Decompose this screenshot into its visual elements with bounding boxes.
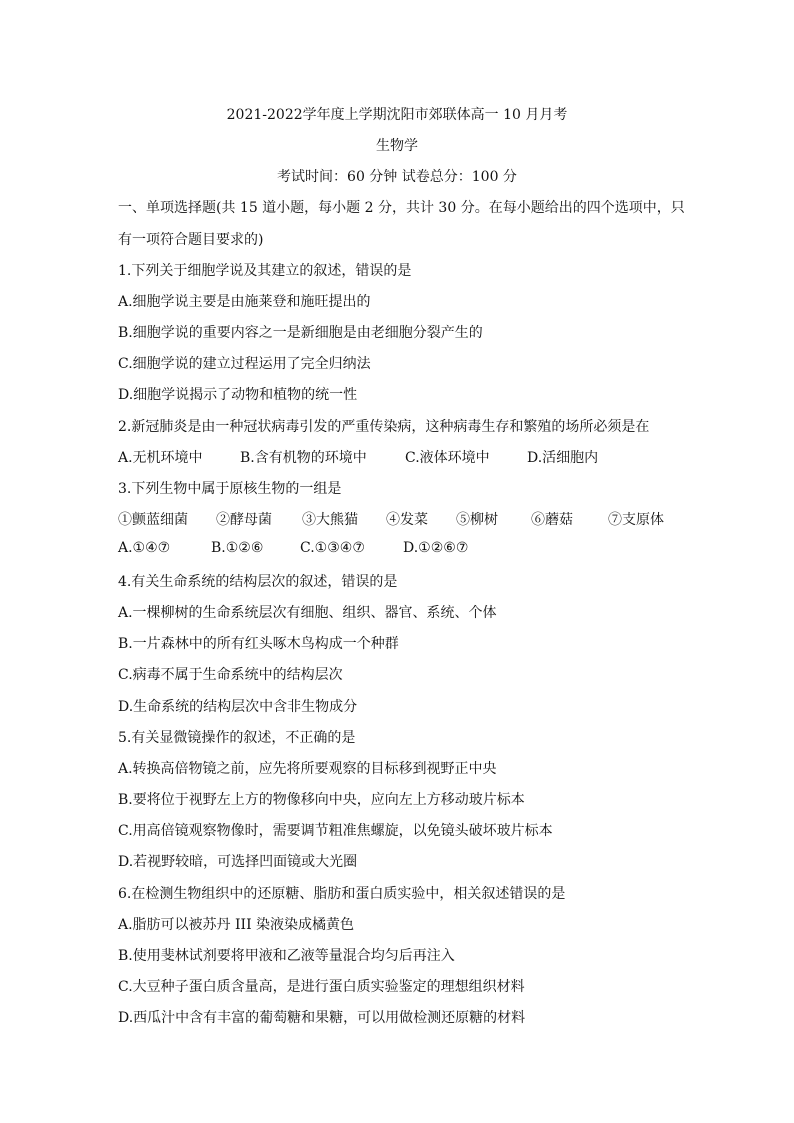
question-1-option-d: D.细胞学说揭示了动物和植物的统一性 [118, 387, 358, 403]
question-2-option-c: C.液体环境中 [405, 450, 490, 466]
question-4-option-a: A.一棵柳树的生命系统层次有细胞、组织、器官、系统、个体 [118, 605, 497, 621]
question-2-option-b: B.含有机物的环境中 [240, 450, 367, 466]
question-3-option-a: A.①④⑦ [118, 540, 171, 556]
question-5-option-c: C.用高倍镜观察物像时，需要调节粗准焦螺旋，以免镜头破坏玻片标本 [118, 823, 553, 839]
question-6-option-c: C.大豆种子蛋白质含量高，是进行蛋白质实验鉴定的理想组织材料 [118, 979, 525, 995]
organism-item: ⑤柳树 [456, 512, 498, 528]
question-6-option-b: B.使用斐林试剂要将甲液和乙液等量混合均匀后再注入 [118, 948, 455, 964]
question-2-stem: 2.新冠肺炎是由一种冠状病毒引发的严重传染病，这种病毒生存和繁殖的场所必须是在 [118, 419, 650, 435]
question-1-option-c: C.细胞学说的建立过程运用了完全归纳法 [118, 356, 371, 372]
question-5-stem: 5.有关显微镜操作的叙述，不正确的是 [118, 730, 356, 746]
exam-title: 2021-2022学年度上学期沈阳市郊联体高一 10 月月考 [226, 107, 568, 123]
question-1-option-a: A.细胞学说主要是由施莱登和施旺提出的 [118, 294, 371, 310]
organism-item: ①颤蓝细菌 [118, 512, 188, 528]
question-4-stem: 4.有关生命系统的结构层次的叙述，错误的是 [118, 574, 398, 590]
question-1-stem: 1.下列关于细胞学说及其建立的叙述，错误的是 [118, 263, 412, 279]
question-2-option-d: D.活细胞内 [527, 450, 599, 466]
question-1-option-b: B.细胞学说的重要内容之一是新细胞是由老细胞分裂产生的 [118, 325, 483, 341]
question-3-option-c: C.①③④⑦ [300, 540, 365, 556]
section-heading-cont: 有一项符合题目要求的) [118, 232, 264, 248]
question-5-option-b: B.要将位于视野左上方的物像移向中央，应向左上方移动玻片标本 [118, 792, 525, 808]
organism-item: ⑥蘑菇 [531, 512, 573, 528]
question-3-stem: 3.下列生物中属于原核生物的一组是 [118, 481, 342, 497]
question-2-option-a: A.无机环境中 [118, 450, 203, 466]
question-6-stem: 6.在检测生物组织中的还原糖、脂肪和蛋白质实验中，相关叙述错误的是 [118, 886, 566, 902]
question-4-option-d: D.生命系统的结构层次中含非生物成分 [118, 699, 358, 715]
organism-item: ③大熊猫 [302, 512, 358, 528]
question-4-option-b: B.一片森林中的所有红头啄木鸟构成一个种群 [118, 636, 399, 652]
question-3-option-d: D.①②⑥⑦ [403, 540, 469, 556]
organism-item: ②酵母菌 [216, 512, 272, 528]
question-3-option-b: B.①②⑥ [211, 540, 264, 556]
subject-title: 生物学 [376, 138, 418, 154]
question-6-option-a: A.脂肪可以被苏丹 III 染液染成橘黄色 [118, 917, 355, 933]
exam-info: 考试时间：60 分钟 试卷总分：100 分 [277, 169, 517, 185]
organism-item: ⑦支原体 [608, 512, 664, 528]
question-5-option-d: D.若视野较暗，可选择凹面镜或大光圈 [118, 854, 358, 870]
question-4-option-c: C.病毒不属于生命系统中的结构层次 [118, 667, 343, 683]
question-5-option-a: A.转换高倍物镜之前，应先将所要观察的目标移到视野正中央 [118, 761, 497, 777]
question-6-option-d: D.西瓜汁中含有丰富的葡萄糖和果糖，可以用做检测还原糖的材料 [118, 1010, 526, 1026]
organism-item: ④发菜 [386, 512, 428, 528]
section-heading: 一、单项选择题(共 15 道小题，每小题 2 分，共计 30 分。在每小题给出的四个选项中，只 [118, 200, 685, 216]
